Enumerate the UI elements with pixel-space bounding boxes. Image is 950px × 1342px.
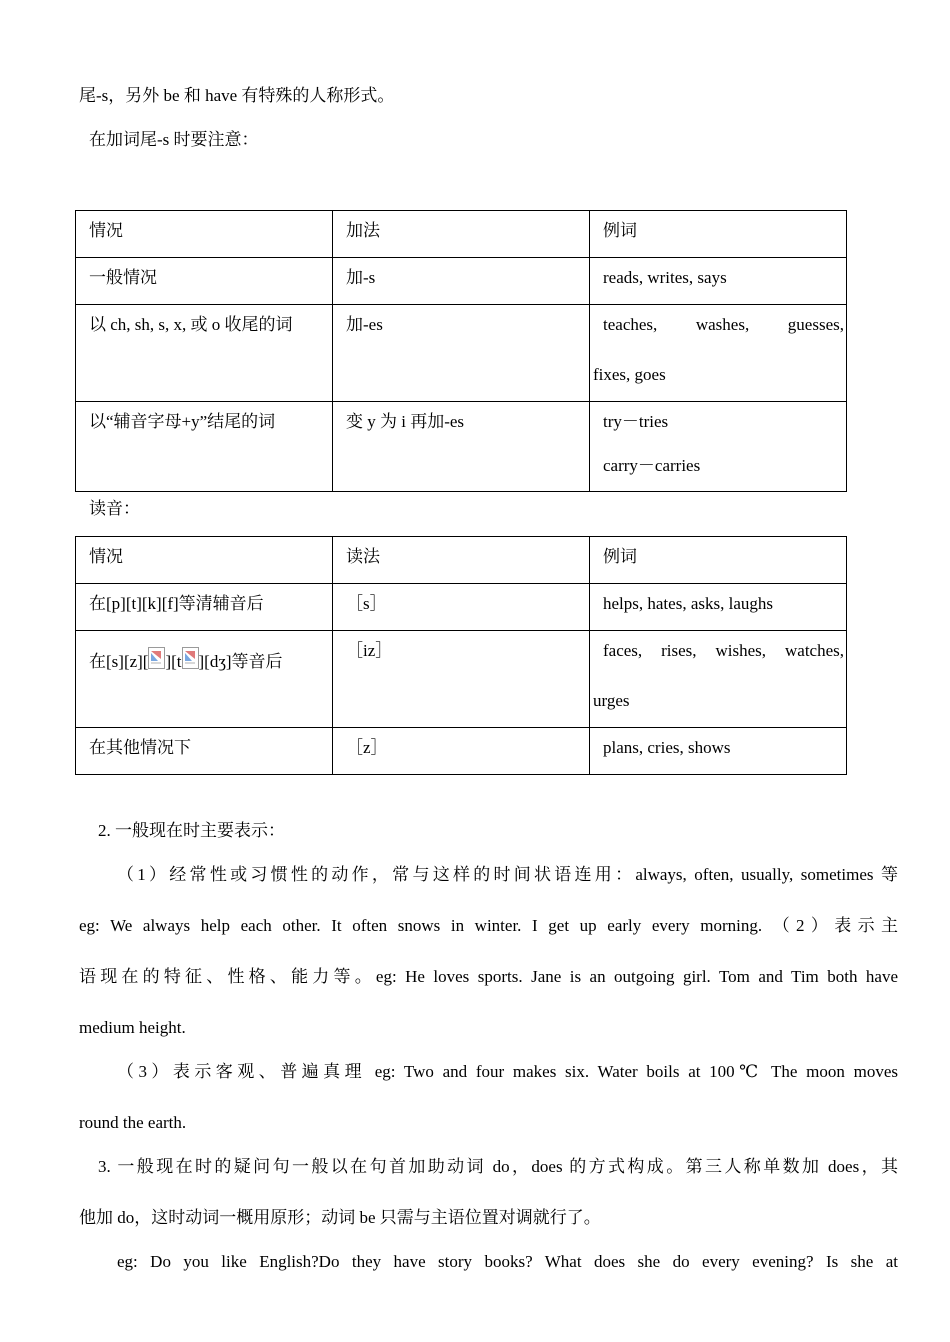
example-line: faces, rises, wishes, watches, (603, 641, 844, 660)
section-2-p1-line4: medium height. (79, 1018, 186, 1037)
section-3-line1: 3. 一般现在时的疑问句一般以在句首加助动词 do，does 的方式构成。第三人称单数加 does，其 (98, 1157, 898, 1176)
section-2-p1-line2: eg: We always help each other. It often snows in winter. I get up early every morning. （2）表示主 (79, 916, 898, 935)
header-case: 情况 (76, 211, 333, 258)
example-line: try－tries (603, 412, 669, 431)
example-line: urges (593, 691, 630, 711)
section-2-p3-line1: （3）表示客观、普遍真理 eg: Two and four makes six. Water boils at 100℃ The moon moves (117, 1062, 898, 1081)
row-case: 以 ch, sh, s, x, 或 o 收尾的词 (76, 305, 333, 402)
section-2-heading: 2. 一般现在时主要表示： (98, 821, 285, 840)
row-examples (590, 728, 847, 775)
row-case: 以“辅音字母+y”结尾的词 (76, 402, 333, 492)
table-header-row (76, 211, 847, 258)
intro-line-2: 在加词尾-s 时要注意： (89, 130, 259, 149)
missing-image-icon (148, 647, 165, 669)
section-2-p1-line3: 语现在的特征、性格、能力等。eg: He loves sports. Jane is an outgoing girl. Tom and Tim both have (79, 967, 898, 986)
row-method: ［s］ (333, 584, 590, 631)
row-case: 在其他情况下 (76, 728, 333, 775)
row-case: 在[p][t][k][f]等清辅音后 (76, 584, 333, 631)
header-method: 加法 (333, 211, 590, 258)
header-method: 读法 (333, 537, 590, 584)
case-part: ][dʒ]等音后 (198, 652, 283, 671)
missing-image-icon (182, 647, 199, 669)
row-method: ［z］ (333, 728, 590, 775)
header-case: 情况 (76, 537, 333, 584)
row-method: 加-s (333, 258, 590, 305)
row-method: 加-es (333, 305, 590, 402)
header-examples: 例词 (590, 211, 847, 258)
example-line: fixes, goes (593, 365, 666, 385)
example-line: helps, hates, asks, laughs (603, 594, 773, 613)
table-header-row (76, 537, 847, 584)
row-case: 一般情况 (76, 258, 333, 305)
intro-line-1: 尾-s，另外 be 和 have 有特殊的人称形式。 (79, 86, 395, 105)
table-row (76, 258, 847, 305)
pronunciation-table (75, 536, 847, 775)
case-part: 在[s][z][ (89, 652, 149, 671)
section-2-p1-line1: （1）经常性或习惯性的动作，常与这样的时间状语连用：always, often, usually, sometimes 等 (117, 865, 898, 884)
example-line: carry－carries (603, 456, 701, 476)
row-method: ［iz］ (333, 631, 590, 728)
section-3-line2: 他加 do，这时动词一概用原形；动词 be 只需与主语位置对调就行了。 (79, 1208, 601, 1227)
table-row (76, 631, 847, 728)
row-case (76, 631, 333, 728)
suffix-rules-table (75, 210, 847, 492)
example-line: teaches, washes, guesses, (603, 315, 844, 334)
row-examples (590, 258, 847, 305)
section-3-line3: eg: Do you like English?Do they have story books? What does she do every evening? Is she at (117, 1252, 898, 1271)
row-examples (590, 584, 847, 631)
example-line: reads, writes, says (603, 268, 727, 287)
table-row (76, 584, 847, 631)
case-part: ][t (165, 652, 182, 671)
row-method: 变 y 为 i 再加-es (333, 402, 590, 492)
row-examples (590, 631, 847, 728)
row-examples (590, 305, 847, 402)
example-line: plans, cries, shows (603, 738, 731, 757)
reading-label: 读音： (89, 499, 140, 518)
row-examples (590, 402, 847, 492)
table-row (76, 402, 847, 492)
section-2-p3-line2: round the earth. (79, 1113, 187, 1132)
table-row (76, 728, 847, 775)
header-examples: 例词 (590, 537, 847, 584)
table-row (76, 305, 847, 402)
